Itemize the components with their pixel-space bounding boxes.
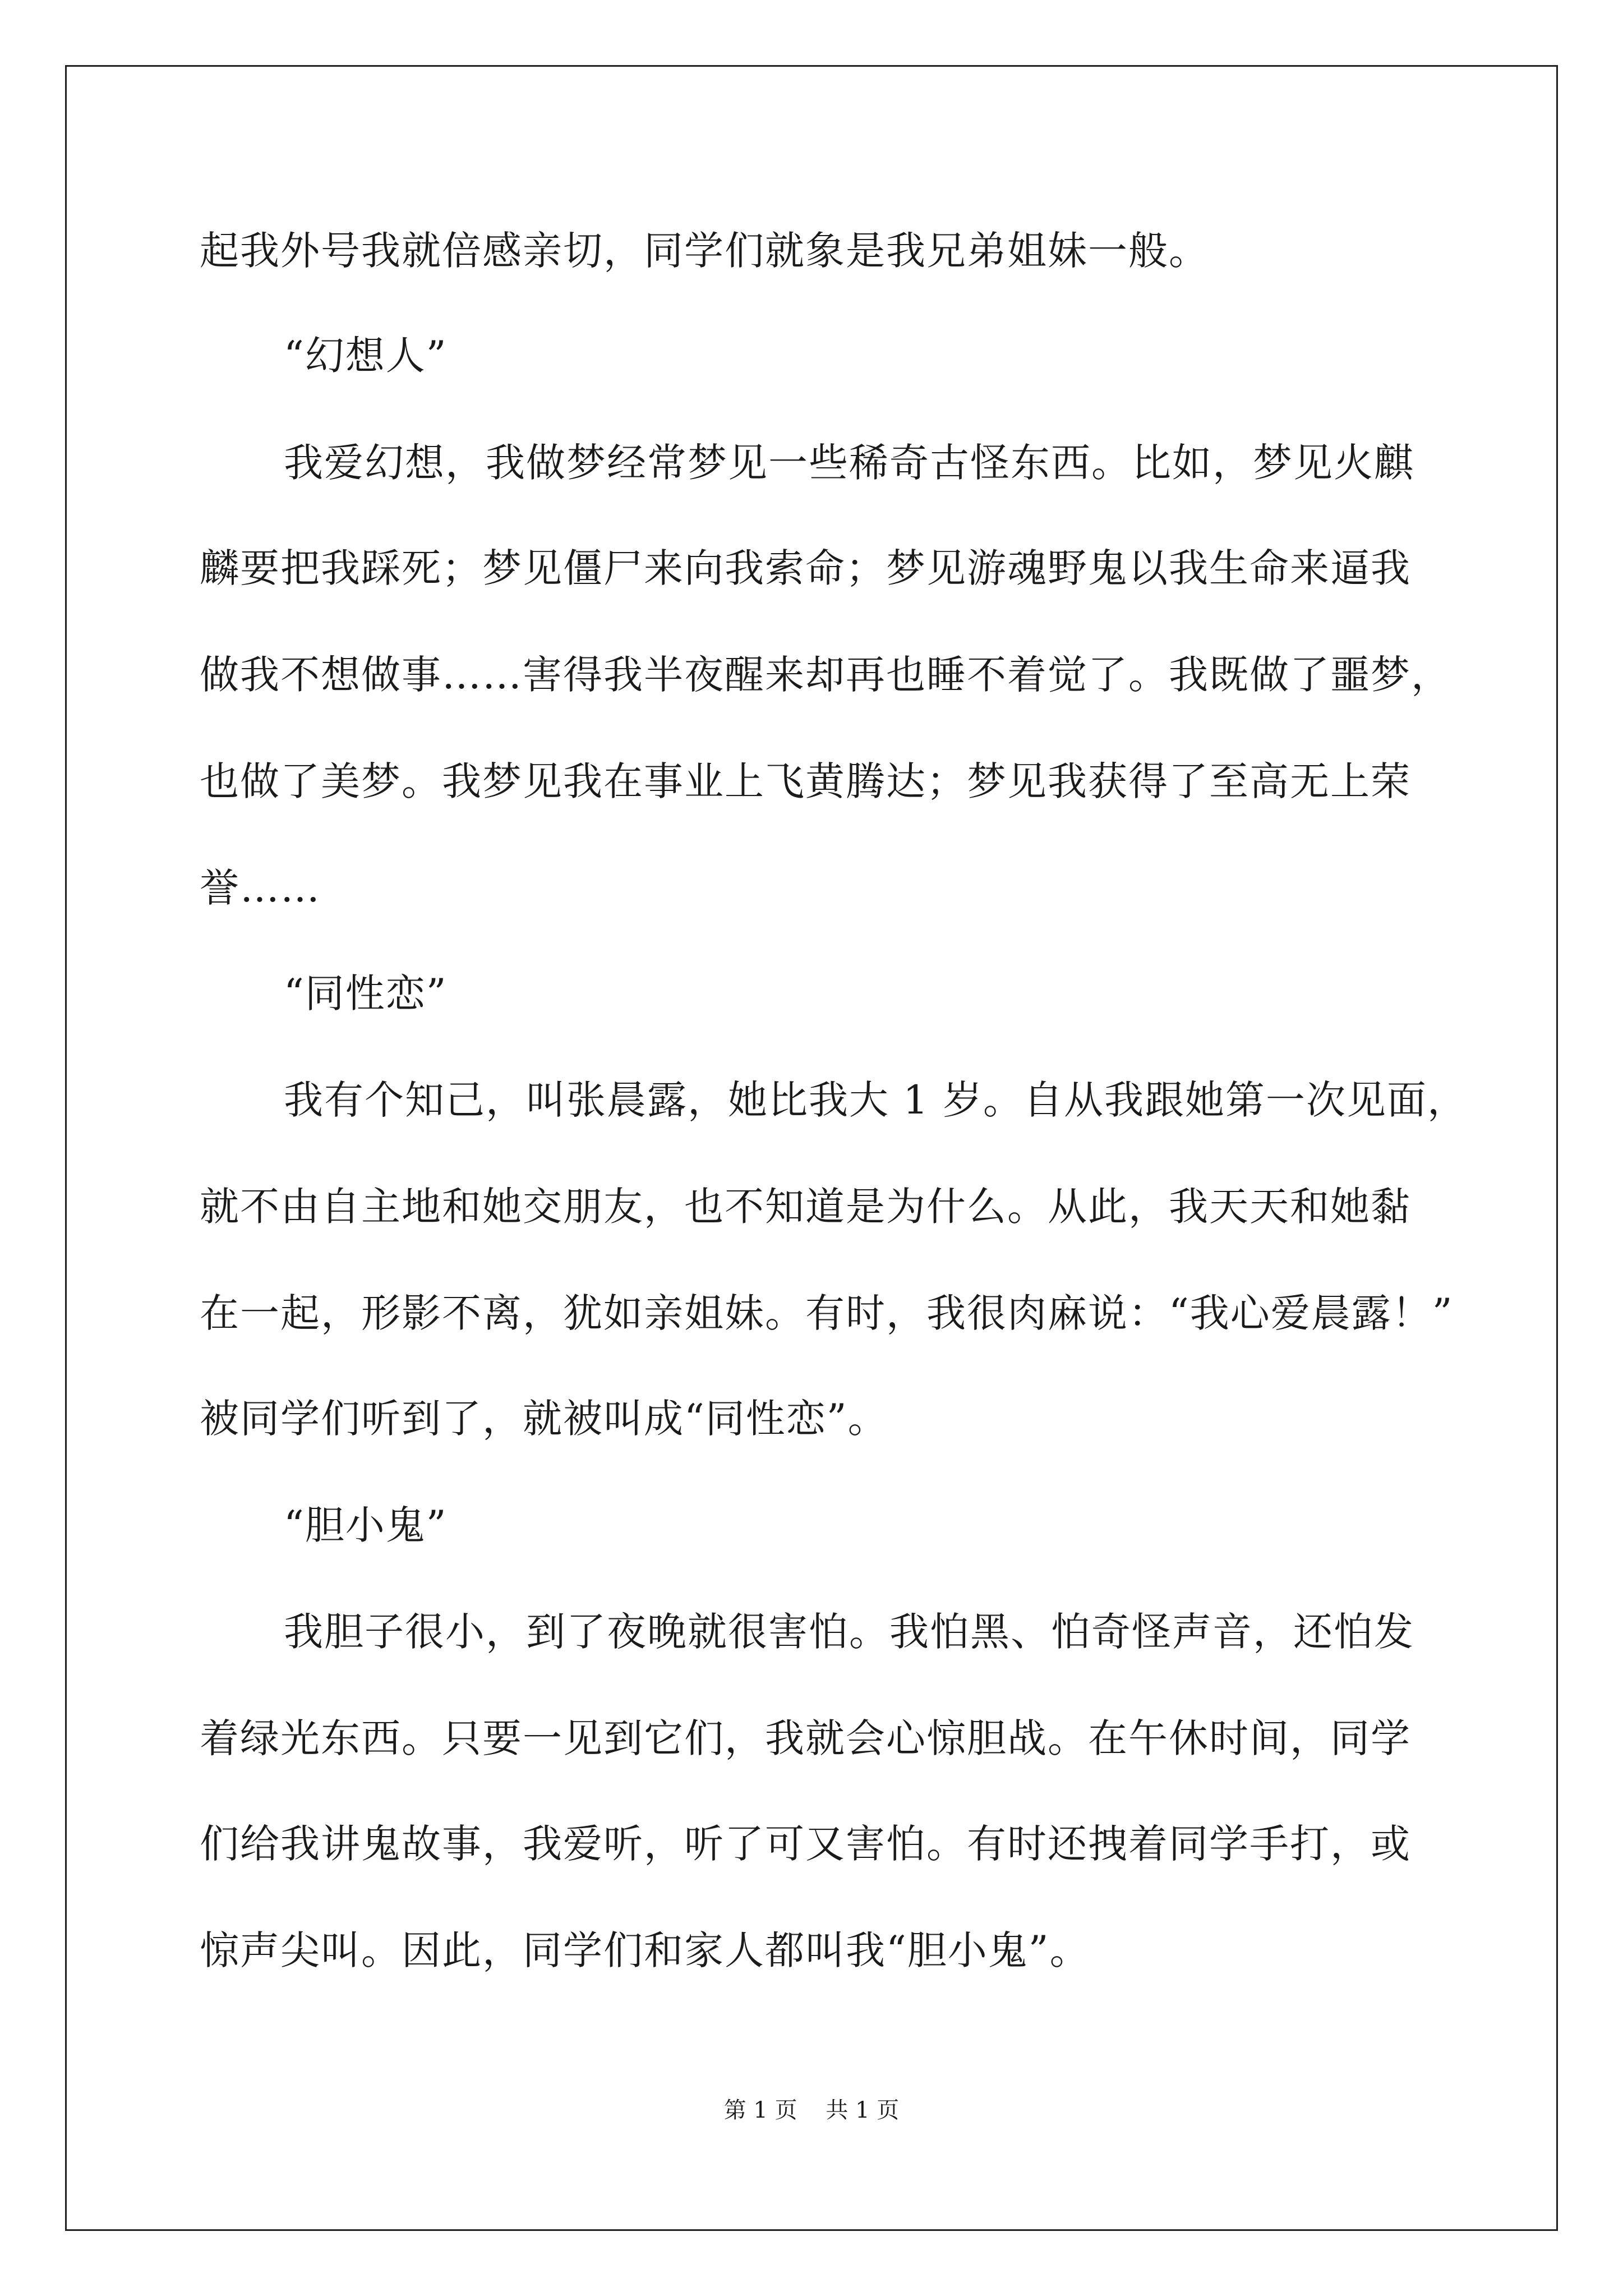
text-line: 被同学们听到了，就被叫成“同性恋”。 [200,1396,888,1442]
text-line: 誉…… [200,865,321,911]
section-heading-danxiaogui: “胆小鬼” [284,1502,448,1548]
section-heading-tongxinglian: “同性恋” [284,970,448,1016]
page-footer: 第 1 页 共 1 页 [723,2097,900,2123]
page-border [65,65,1558,2231]
text-line: 就不由自主地和她交朋友，也不知道是为什么。从此，我天天和她黏 [200,1184,1411,1230]
text-line: 也做了美梦。我梦见我在事业上飞黄腾达；梦见我获得了至高无上荣 [200,758,1411,804]
text-line: 在一起，形影不离，犹如亲姐妹。有时，我很肉麻说：“我心爱晨露！” [200,1290,1454,1336]
text-line: 起我外号我就倍感亲切，同学们就象是我兄弟姐妹一般。 [200,228,1209,274]
text-line: 们给我讲鬼故事，我爱听，听了可又害怕。有时还拽着同学手打，或 [200,1821,1411,1867]
text-line: 着绿光东西。只要一见到它们，我就会心惊胆战。在午休时间，同学 [200,1715,1411,1761]
text-line: 惊声尖叫。因此，同学们和家人都叫我“胆小鬼”。 [200,1927,1090,1973]
text-line: 麟要把我踩死；梦见僵尸来向我索命；梦见游魂野鬼以我生命来逼我 [200,545,1411,591]
section-heading-huanxiangren: “幻想人” [284,333,448,379]
text-line: 我有个知己，叫张晨露，她比我大 1 岁。自从我跟她第一次见面， [284,1077,1468,1123]
text-line: 我胆子很小，到了夜晚就很害怕。我怕黑、怕奇怪声音，还怕发 [284,1609,1414,1655]
text-line: 做我不想做事……害得我半夜醒来却再也睡不着觉了。我既做了噩梦， [200,652,1451,698]
text-line: 我爱幻想，我做梦经常梦见一些稀奇古怪东西。比如，梦见火麒 [284,440,1414,486]
